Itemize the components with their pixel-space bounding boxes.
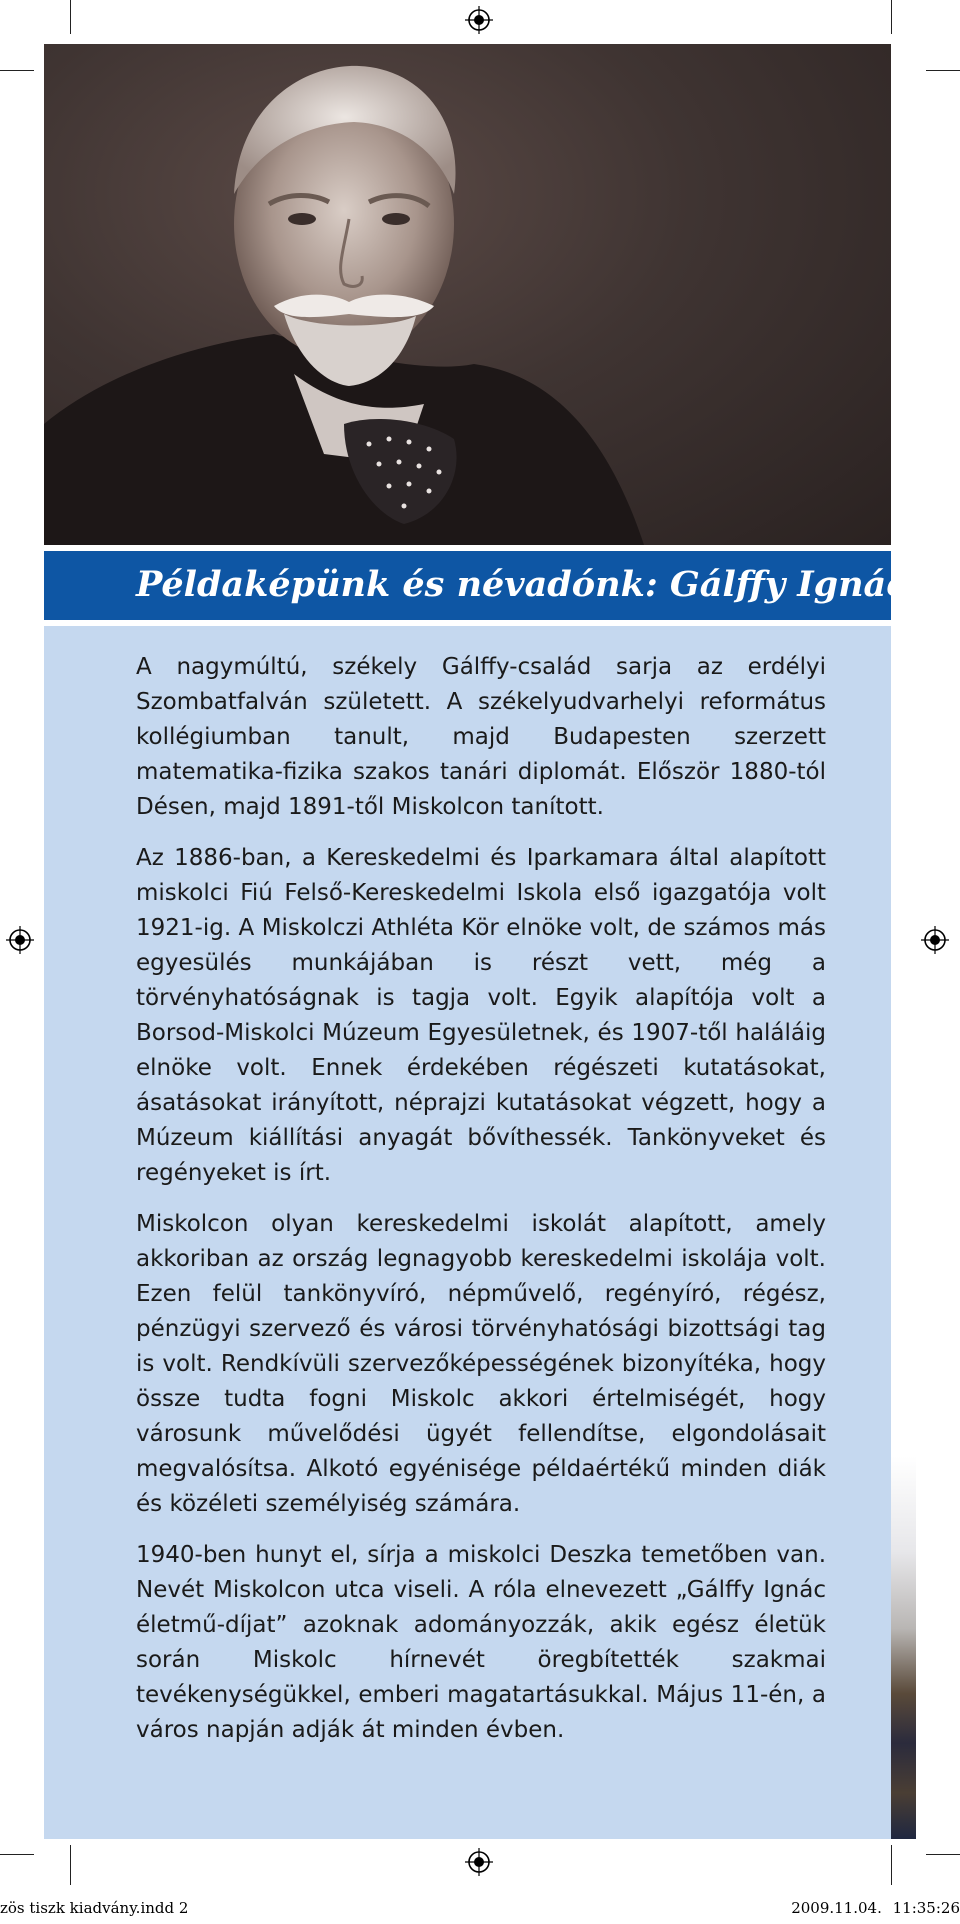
- portrait-photo: [44, 44, 891, 545]
- paragraph-3: Miskolcon olyan kereskedelmi iskolát alapított, amely akkoriban az ország legnagyobb kereskedelmi iskolája volt. Ezen felül tankönyvíró, népművelő, regényíró, régész, pénzügyi szervező és városi törvényhatósági bizottsági tag is volt. Rendkívüli szervezőképességének bizonyítéka, hogy össze tudta fogni Miskolc akkori értelmiségét, hogy városunk művelődési ügyét fellendítse, elgondolásait megvalósítsa. Alkotó egyénisége példaértékű minden diák és közéleti személyiség számára.: [136, 1211, 826, 1517]
- registration-mark-right-icon: [921, 926, 949, 954]
- crop-mark-left-top: [0, 70, 34, 71]
- print-slug-date: 2009.11.04.: [791, 1899, 882, 1917]
- crop-mark-bottom-left: [70, 1845, 71, 1885]
- paragraph-4: 1940-ben hunyt el, sírja a miskolci Deszka temetőben van. Nevét Miskolcon utca viseli. A róla elnevezett „Gálffy Ignác életmű-díjat” azoknak adományozzák, akik egész életük során Miskolc hírnevét öregbítették szakmai tevékenységükkel, emberi magatartásukkal. Május 11-én, a város napján adják át minden évben.: [136, 1542, 826, 1743]
- crop-mark-right-bottom: [926, 1854, 960, 1855]
- print-slug-timestamp: [791, 1899, 960, 1917]
- print-slug-file: zös tiszk kiadvány.indd 2: [0, 1899, 189, 1917]
- registration-mark-bottom-icon: [465, 1848, 493, 1876]
- paragraph-1: A nagymúltú, székely Gálffy-család sarja az erdélyi Szombatfalván született. A székelyudvarhelyi református kollégiumban tanult, majd Budapesten szerzett matematika-fizika szakos tanári diplomát. Először 1880-tól Désen, majd 1891-től Miskolcon tanított.: [136, 654, 826, 820]
- paragraph-2: Az 1886-ban, a Kereskedelmi és Iparkamara által alapított miskolci Fiú Felső-Kereskedelmi Iskola első igazgatója volt 1921-ig. A Miskolczi Athléta Kör elnöke volt, de számos más egyesülés munkájában is részt vett, még a törvényhatóságnak is tagja volt. Egyik alapítója volt a Borsod-Miskolci Múzeum Egyesületnek, és 1907-től haláláig elnöke volt. Ennek érdekében régészeti kutatásokat, ásatásokat irányított, néprajzi kutatásokat végzett, hogy a Múzeum kiállítási anyagát bővíthessék. Tankönyveket és regényeket is írt.: [136, 845, 826, 1186]
- registration-mark-left-icon: [6, 926, 34, 954]
- print-slug-time: 11:35:26: [892, 1899, 960, 1917]
- edge-photo-strip: [891, 1456, 916, 1839]
- article-body: [136, 650, 826, 1764]
- page-title: Példaképünk és névadónk: Gálffy Ignác: [136, 564, 908, 605]
- crop-mark-top-right: [891, 0, 892, 34]
- crop-mark-bottom-right: [891, 1845, 892, 1885]
- crop-mark-left-bottom: [0, 1854, 34, 1855]
- registration-mark-top-icon: [465, 6, 493, 34]
- crop-mark-top-left: [70, 0, 71, 34]
- crop-mark-right-top: [926, 70, 960, 71]
- portrait-illustration: [44, 44, 891, 545]
